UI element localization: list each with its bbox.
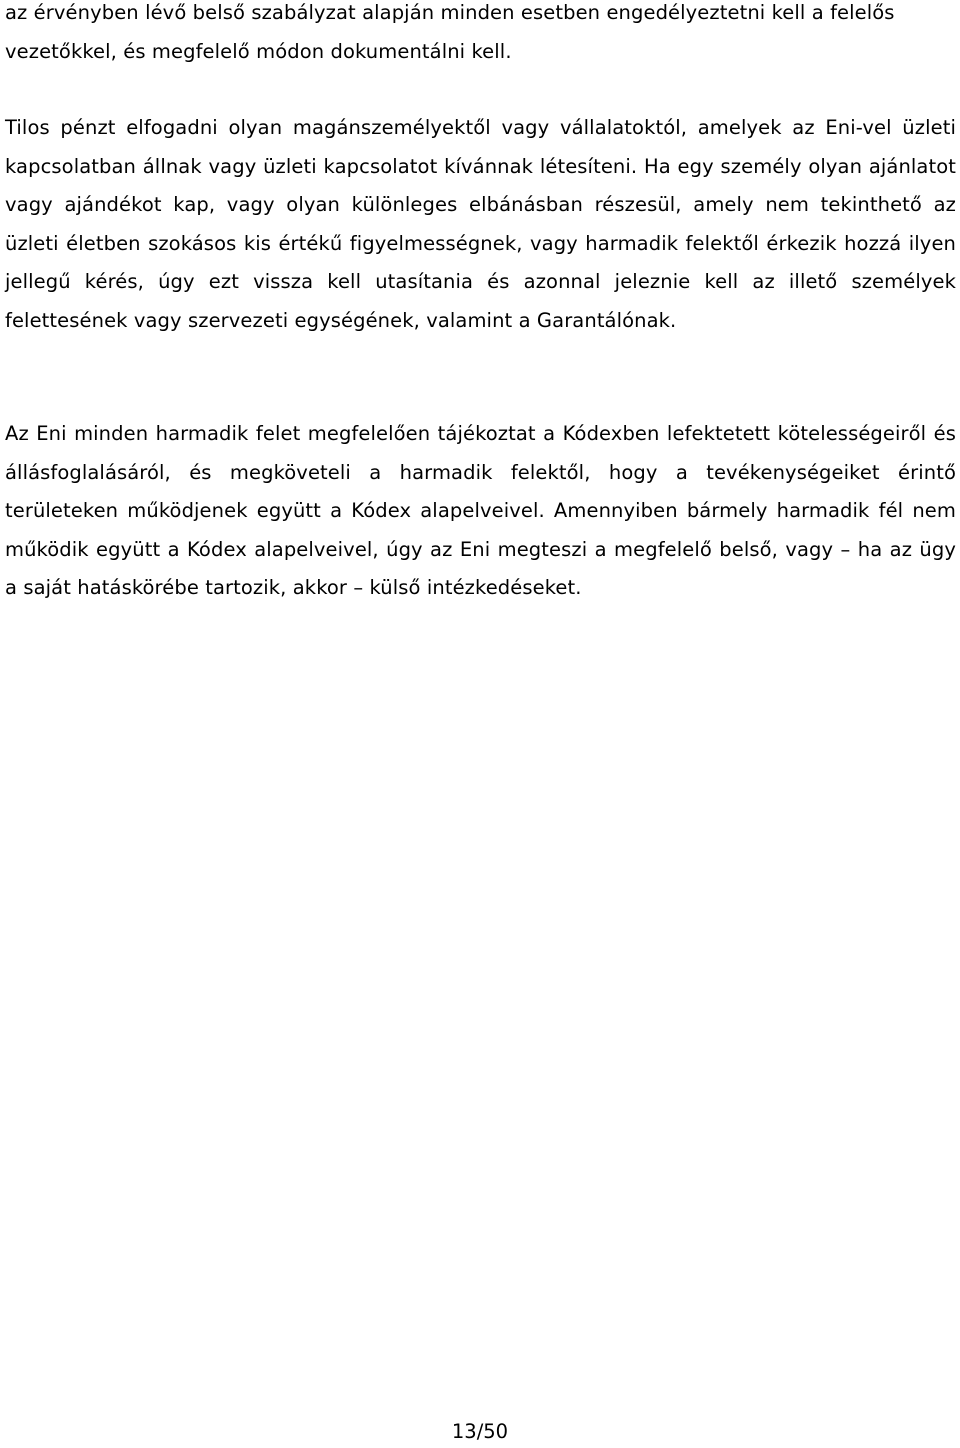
paragraph-continuation: az érvényben lévő belső szabályzat alapján minden esetben engedélyeztetni kell a felelős vezetőkkel, és megfelelő módon dokumentálni kell. — [5, 1, 895, 63]
paragraph-gift-policy: Tilos pénzt elfogadni olyan magánszemélyektől vagy vállalatoktól, amelyek az Eni-vel üzleti kapcsolatban állnak vagy üzleti kapcsolatot kívánnak létesíteni. Ha egy személy olyan ajánlatot vagy ajándékot kap, vagy olyan különleges elbánásban részesül, amely nem tekinthető az üzleti életben szokásos kis értékű figyelmességnek, vagy harmadik felektől érkezik hozzá ilyen jellegű kérés, úgy ezt vissza kell utasítania és azonnal jeleznie kell az illető személyek felettesének vagy szervezeti egységének, valamint a Garantálónak. — [5, 116, 956, 332]
paragraph-third-parties: Az Eni minden harmadik felet megfelelően tájékoztat a Kódexben lefektetett kötelességeiről és állásfoglalásáról, és megköveteli a harmadik felektől, hogy a tevékenységeiket érintő területeken működjenek együtt a Kódex alapelveivel. Amennyiben bármely harmadik fél nem működik együtt a Kódex alapelveivel, úgy az Eni megteszi a megfelelő belső, vagy – ha az ügy a saját hatáskörébe tartozik, akkor – külső intézkedéseket. — [5, 422, 956, 599]
page-number: 13/50 — [451, 1420, 509, 1443]
